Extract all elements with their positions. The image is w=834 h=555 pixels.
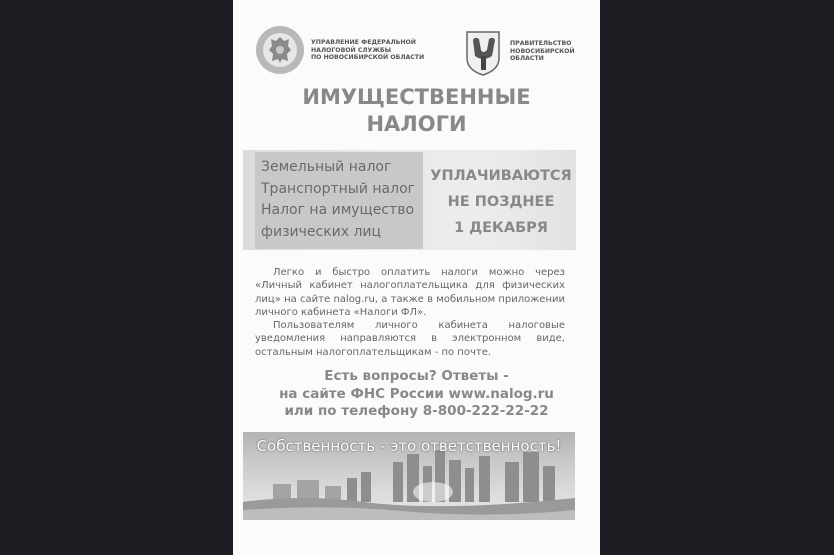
- paragraph: Пользователям личного кабинета налоговые уведомления направляются в электронном виде, остальным налогоплательщикам - по почте.: [255, 320, 565, 358]
- leaflet-page: [233, 0, 600, 555]
- city-banner: [243, 432, 575, 520]
- fns-emblem-icon: [255, 24, 305, 76]
- list-item: Налог на имущество: [261, 202, 415, 218]
- list-item: физических лиц: [261, 223, 382, 240]
- body-text: [255, 266, 565, 359]
- paragraph: Легко и быстро оплатить налоги можно через «Личный кабинет налогоплательщика для физических лиц» на сайте nalog.ru, а также в мобильном приложении личного кабинета «Налоги ФЛ».: [255, 267, 565, 318]
- tax-list: [261, 157, 431, 243]
- novosibirsk-coat-of-arms-icon: [465, 30, 501, 76]
- list-item: Транспортный налог: [261, 180, 415, 197]
- slogan: Собственность - это ответственность!: [256, 437, 562, 455]
- payment-deadline: УПЛАЧИВАЮТСЯ НЕ ПОЗДНЕЕ 1 ДЕКАБРЯ: [430, 168, 572, 236]
- page-title: ИМУЩЕСТВЕННЫЕ НАЛОГИ: [302, 85, 531, 136]
- nso-government-name: ПРАВИТЕЛЬСТВО НОВОСИБИРСКОЙ ОБЛАСТИ: [510, 40, 575, 63]
- list-item: Земельный налог: [261, 159, 392, 175]
- contact-info: Есть вопросы? Ответы - на сайте ФНС России www.nalog.ru или по телефону 8-800-222-22-22: [279, 368, 554, 419]
- fns-org-name: УПРАВЛЕНИЕ ФЕДЕРАЛЬНОЙ НАЛОГОВОЙ СЛУЖБЫ ПО НОВОСИБИРСКОЙ ОБЛАСТИ: [311, 39, 425, 62]
